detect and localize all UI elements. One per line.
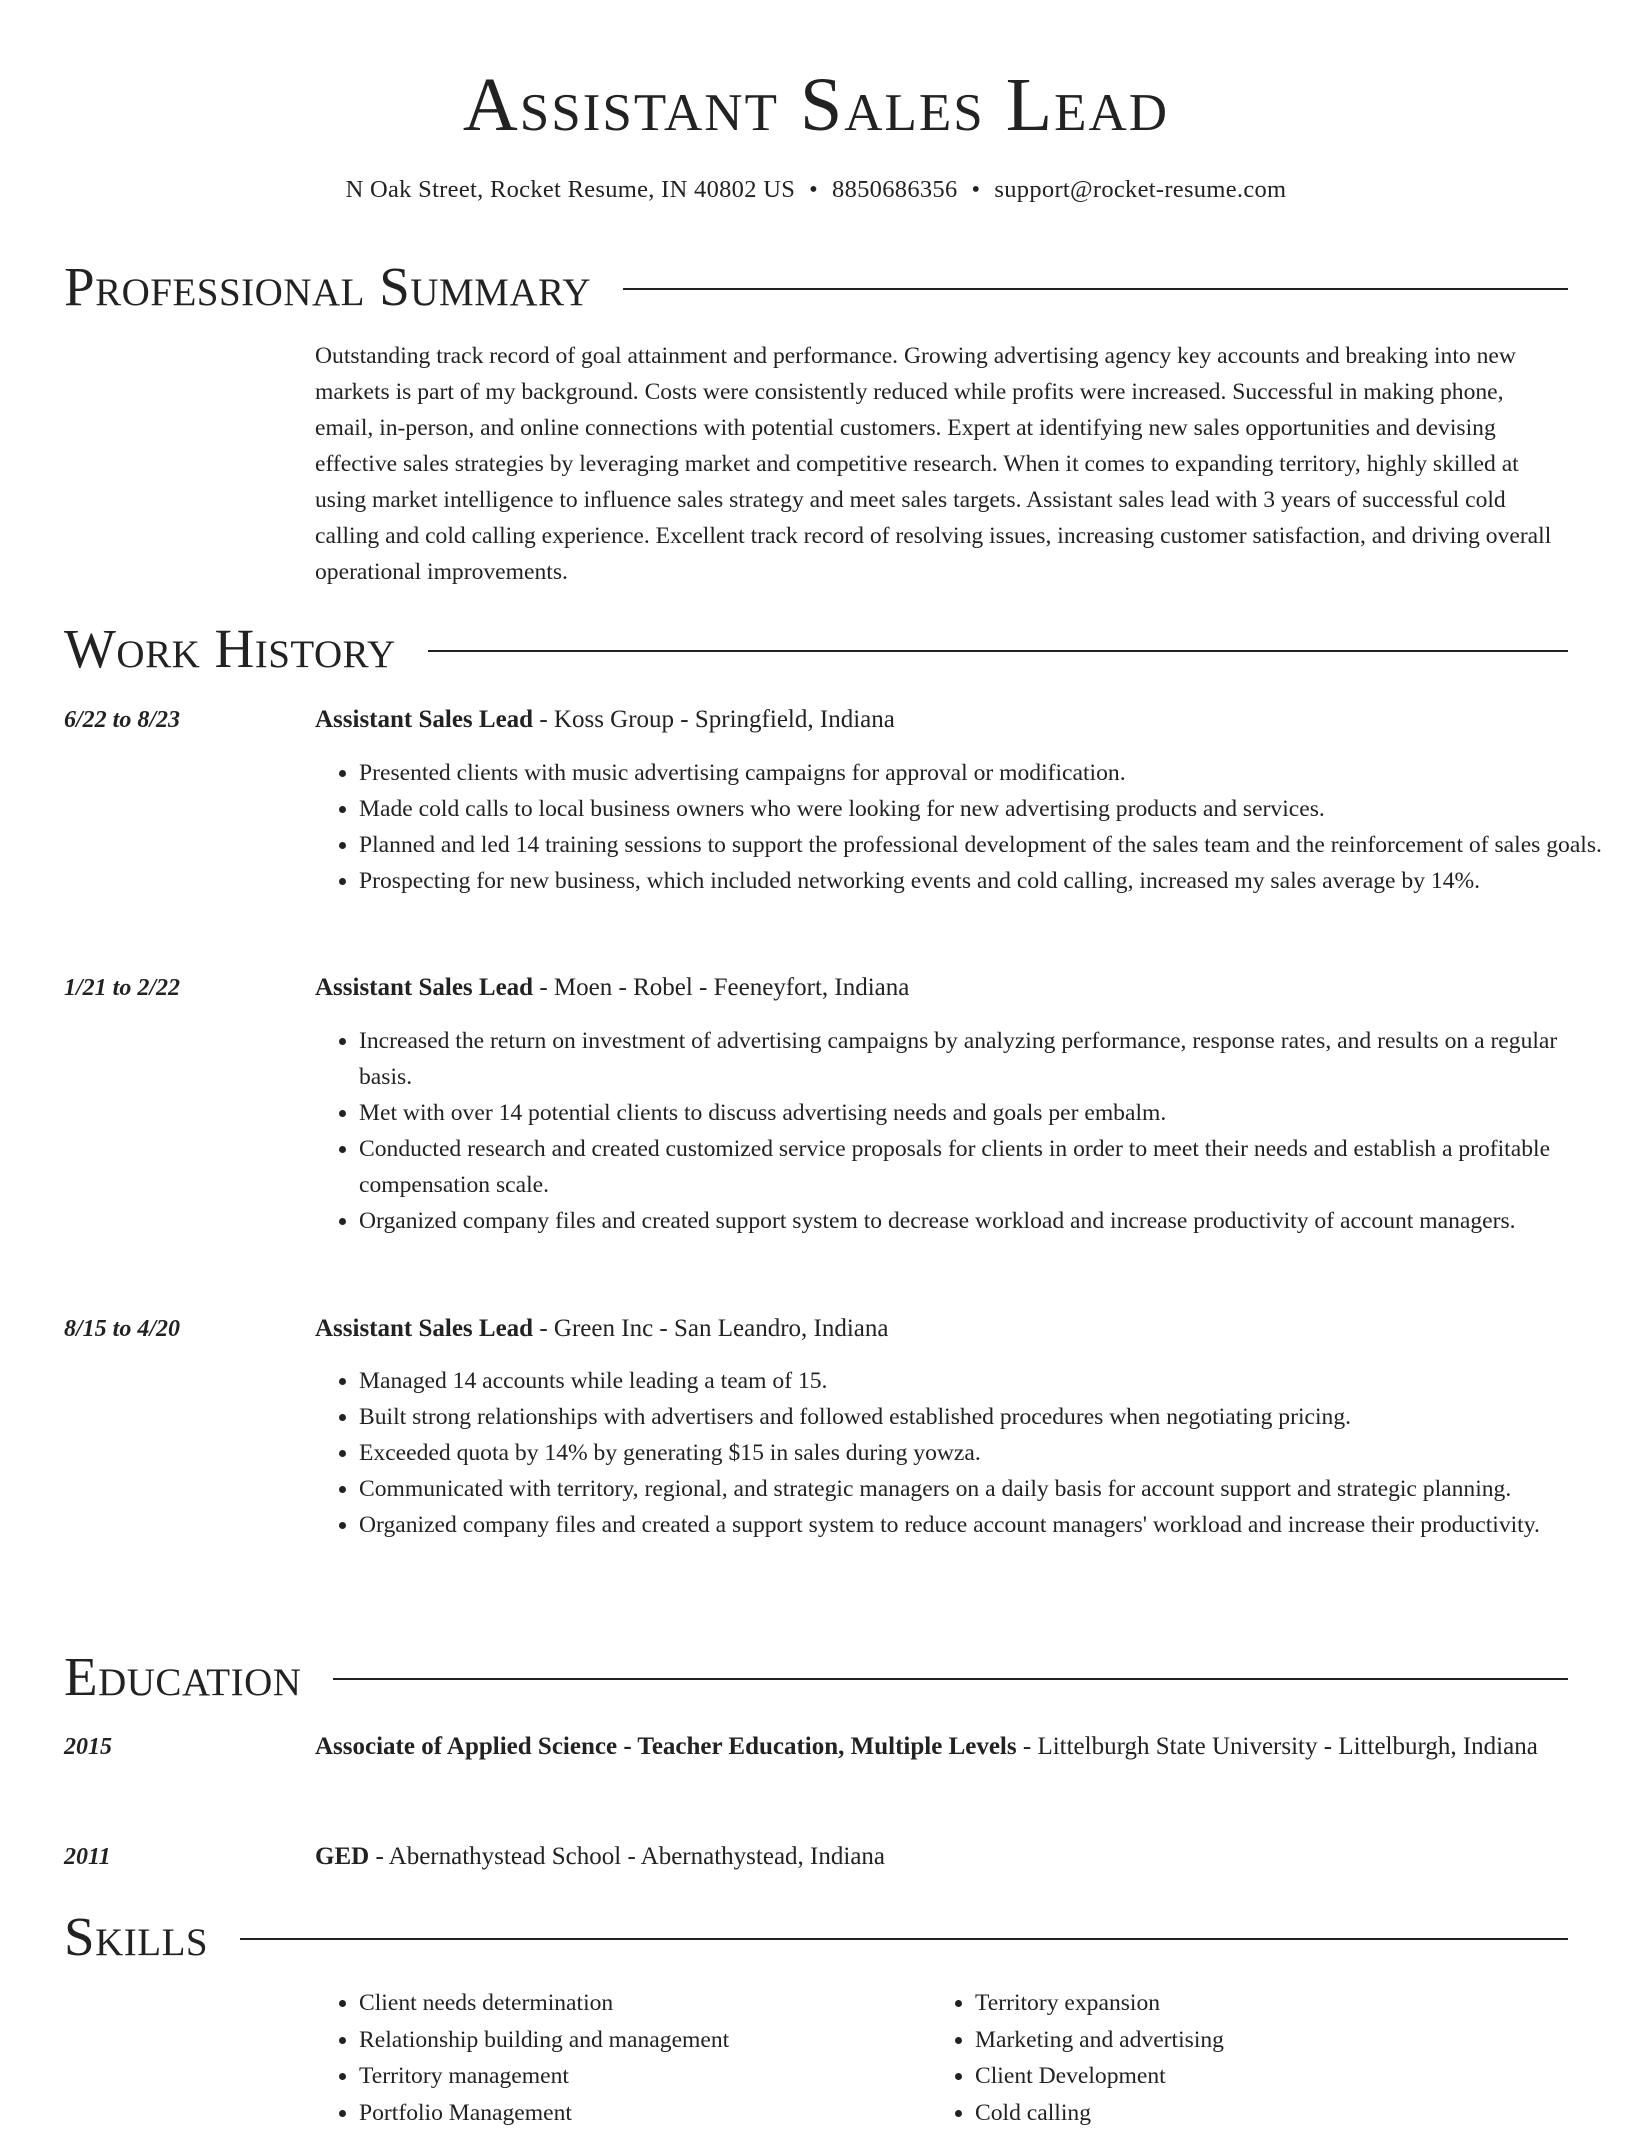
skills-list-right: [931, 1985, 1575, 2131]
contact-separator: •: [809, 172, 818, 208]
job-details: - Green Inc - San Leandro, Indiana: [533, 1315, 888, 1342]
section-divider: [623, 288, 1568, 290]
contact-email: support@rocket-resume.com: [994, 176, 1286, 203]
education-section-title: Education: [64, 1644, 301, 1710]
job-bullet: • Conducted research and created customized service proposals for clients in order to meet their needs and establish a profitable compensation scale.: [359, 1131, 1609, 1203]
job-details: - Koss Group - Springfield, Indiana: [533, 706, 895, 733]
job-title: Assistant Sales Lead: [315, 974, 533, 1001]
job-bullet: • Built strong relationships with advertisers and followed established procedures when negotiating pricing.: [359, 1399, 1609, 1435]
skill-item: • Portfolio Management: [359, 2095, 919, 2131]
summary-section-title: Professional Summary: [64, 254, 591, 320]
skill-item: • Client Development: [975, 2058, 1575, 2095]
work-section-header: [64, 616, 1568, 682]
resume-name: Assistant Sales Lead: [0, 60, 1632, 150]
job-bullet: • Increased the return on investment of advertising campaigns by analyzing performance, response rates, and results on a regular basis.: [359, 1023, 1609, 1095]
skills-list-left: [315, 1985, 919, 2131]
skill-item: • Marketing and advertising: [975, 2022, 1575, 2059]
job-dates: 1/21 to 2/22: [64, 970, 180, 1006]
summary-text: Outstanding track record of goal attainment and performance. Growing advertising agency key accounts and breaking into new markets is part of my background. Costs were consistently reduced while profits were increased. Successful in making phone, email, in-person, and online connections with potential customers. Expert at identifying new sales opportunities and devising effective sales strategies by leveraging market and competitive research. When it comes to expanding territory, highly skilled at using market intelligence to influence sales strategy and meet sales targets. Assistant sales lead with 3 years of successful cold calling and cold calling experience. Excellent track record of resolving issues, increasing customer satisfaction, and driving overall operational improvements.: [315, 338, 1565, 590]
job-bullet: • Organized company files and created support system to decrease workload and increase productivity of account managers.: [359, 1203, 1609, 1239]
summary-section-header: [64, 254, 1568, 320]
job-details: - Moen - Robel - Feeneyfort, Indiana: [533, 974, 909, 1001]
section-divider: [428, 650, 1568, 652]
education-details: - Littelburgh State University - Littelburgh, Indiana: [1017, 1733, 1538, 1760]
section-divider: [240, 1938, 1568, 1940]
skill-item: • Territory management: [359, 2058, 919, 2095]
job-bullets: [315, 755, 1609, 899]
job-bullet: • Met with over 14 potential clients to discuss advertising needs and goals per embalm.: [359, 1095, 1609, 1131]
job-bullet: • Presented clients with music advertising campaigns for approval or modification.: [359, 755, 1609, 791]
job-dates: 8/15 to 4/20: [64, 1311, 180, 1347]
job-bullets: [315, 1023, 1609, 1239]
skill-item: • Relationship building and management: [359, 2022, 919, 2059]
education-year: 2011: [64, 1839, 111, 1875]
job-bullet: • Exceeded quota by 14% by generating $15 in sales during yowza.: [359, 1435, 1609, 1471]
work-section-title: Work History: [64, 616, 396, 682]
job-bullet: • Managed 14 accounts while leading a team of 15.: [359, 1363, 1609, 1399]
job-bullet: • Planned and led 14 training sessions to support the professional development of the sales team and the reinforcement of sales goals.: [359, 827, 1609, 863]
contact-phone: 8850686356: [832, 176, 958, 203]
education-degree: GED: [315, 1843, 369, 1870]
education-details: - Abernathystead School - Abernathystead, Indiana: [369, 1843, 885, 1870]
job-title-line: [315, 969, 1565, 1007]
skill-item: • Cold calling: [975, 2095, 1575, 2131]
job-title: Assistant Sales Lead: [315, 1315, 533, 1342]
job-title-line: [315, 1310, 1565, 1348]
education-section-header: [64, 1644, 1568, 1710]
job-bullet: • Prospecting for new business, which included networking events and cold calling, increased my sales average by 14%.: [359, 863, 1609, 899]
section-divider: [333, 1678, 1568, 1680]
skills-section-title: Skills: [64, 1904, 208, 1970]
job-bullet: • Organized company files and created a support system to reduce account managers' workload and increase their productivity.: [359, 1507, 1609, 1543]
skill-item: • Client needs determination: [359, 1985, 919, 2022]
job-bullet: • Made cold calls to local business owners who were looking for new advertising products and services.: [359, 791, 1609, 827]
education-degree: Associate of Applied Science - Teacher Education, Multiple Levels: [315, 1733, 1017, 1760]
job-dates: 6/22 to 8/23: [64, 702, 180, 738]
skill-item: • Territory expansion: [975, 1985, 1575, 2022]
education-entry: [315, 1838, 1565, 1876]
job-bullet: • Communicated with territory, regional, and strategic managers on a daily basis for account support and strategic planning.: [359, 1471, 1609, 1507]
contact-address: N Oak Street, Rocket Resume, IN 40802 US: [346, 176, 796, 203]
contact-line: [0, 172, 1632, 208]
education-year: 2015: [64, 1729, 112, 1765]
job-bullets: [315, 1363, 1609, 1543]
job-title: Assistant Sales Lead: [315, 706, 533, 733]
skills-section-header: [64, 1904, 1568, 1970]
contact-separator: •: [972, 172, 981, 208]
education-entry: [315, 1728, 1565, 1766]
job-title-line: [315, 701, 1565, 739]
